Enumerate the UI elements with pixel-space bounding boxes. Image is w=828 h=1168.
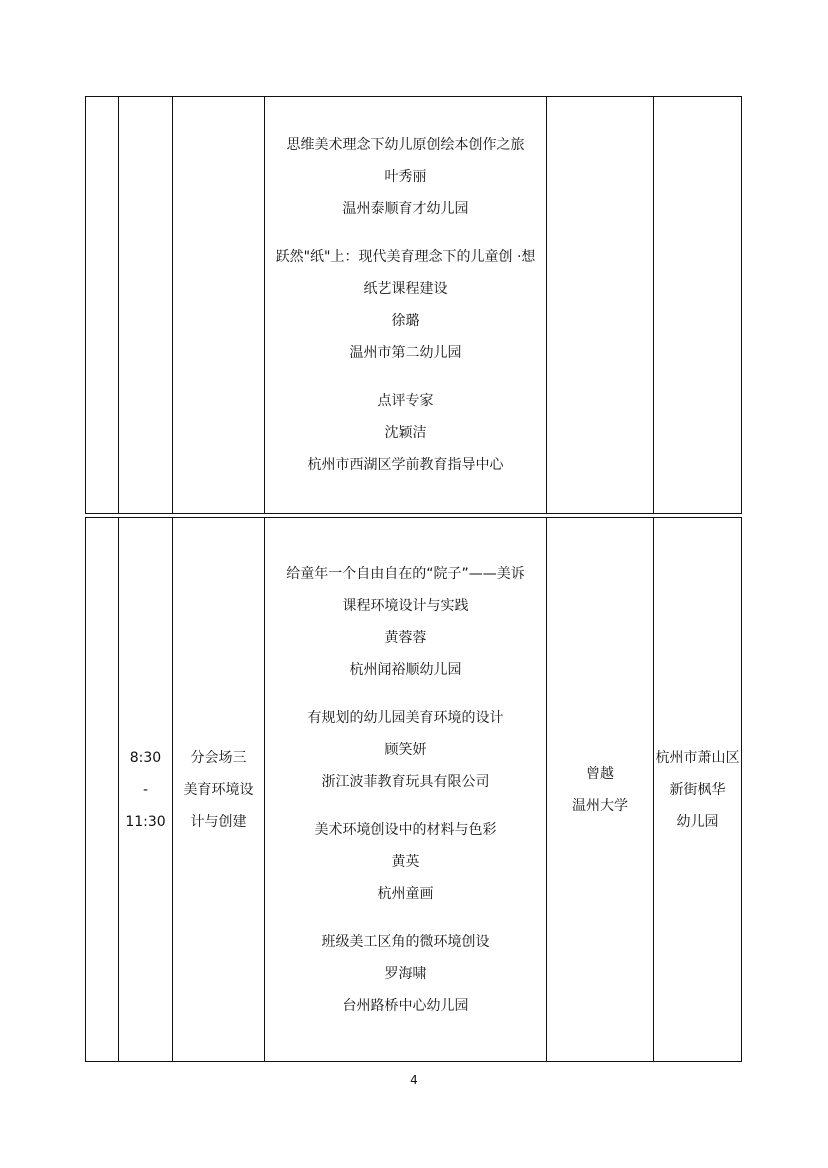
session-cell: [173, 518, 265, 1062]
text-line: 温州泰顺育才幼儿园: [342, 201, 469, 217]
text-line: 台州路桥中心幼儿园: [342, 997, 469, 1014]
text-line: 课程环境设计与实践: [342, 597, 469, 614]
text-line: 有规划的幼儿园美育环境的设计: [307, 709, 504, 726]
text-line: 计与创建: [190, 813, 247, 830]
text-line: 给童年一个自由自在的“院子”——美诉: [286, 565, 525, 582]
text-line: 新街枫华: [669, 781, 726, 798]
text-line: 杭州闻裕顺幼儿园: [349, 661, 462, 678]
text-line: 沈颖洁: [384, 425, 427, 441]
text-line: 11:30: [125, 813, 166, 830]
text-line: 黄英: [391, 853, 420, 870]
schedule-table-session-3: [85, 517, 742, 1062]
text-line: 黄蓉蓉: [384, 629, 427, 646]
text-line: 浙江波菲教育玩具有限公司: [321, 773, 490, 790]
text-line: 思维美术理念下幼儿原创绘本创作之旅: [286, 137, 525, 153]
text-line: 美术环境创设中的材料与色彩: [314, 821, 497, 838]
text-line: 徐璐: [391, 313, 420, 329]
talks-cell: [265, 518, 547, 1062]
page-number: 4: [410, 1073, 418, 1087]
talk-entry: [265, 241, 546, 369]
text-line: 杭州童画: [377, 885, 434, 902]
host-cell: [547, 518, 654, 1062]
talk-entry: [265, 129, 546, 225]
text-line: 杭州市西湖区学前教育指导中心: [307, 457, 504, 473]
text-line: 8:30: [129, 749, 162, 766]
text-line: 分会场三: [190, 749, 247, 766]
text-line: 点评专家: [377, 393, 434, 409]
text-line: 温州大学: [572, 797, 628, 814]
talk-entry: [265, 702, 546, 798]
talk-entry: [265, 558, 546, 686]
text-line: 纸艺课程建设: [363, 281, 448, 297]
text-line: 班级美工区角的微环境创设: [321, 933, 490, 950]
text-line: -: [142, 781, 149, 798]
talks-cell: [265, 97, 547, 514]
text-line: 顾笑妍: [384, 741, 427, 758]
text-line: 曾越: [586, 765, 614, 782]
text-line: 温州市第二幼儿园: [349, 345, 462, 361]
text-line: 幼儿园: [676, 813, 719, 830]
text-line: 杭州市萧山区: [655, 749, 740, 766]
text-line: 跃然"纸"上：现代美育理念下的儿童创 ·想: [275, 249, 536, 265]
venue-cell: [654, 518, 742, 1062]
time-cell: [119, 518, 173, 1062]
schedule-table-continued: [85, 96, 742, 514]
talk-entry: [265, 926, 546, 1022]
text-line: 罗海啸: [384, 965, 427, 982]
text-line: 美育环境设: [183, 781, 254, 798]
text-line: 叶秀丽: [384, 169, 427, 185]
talk-entry: [265, 385, 546, 481]
talk-entry: [265, 814, 546, 910]
